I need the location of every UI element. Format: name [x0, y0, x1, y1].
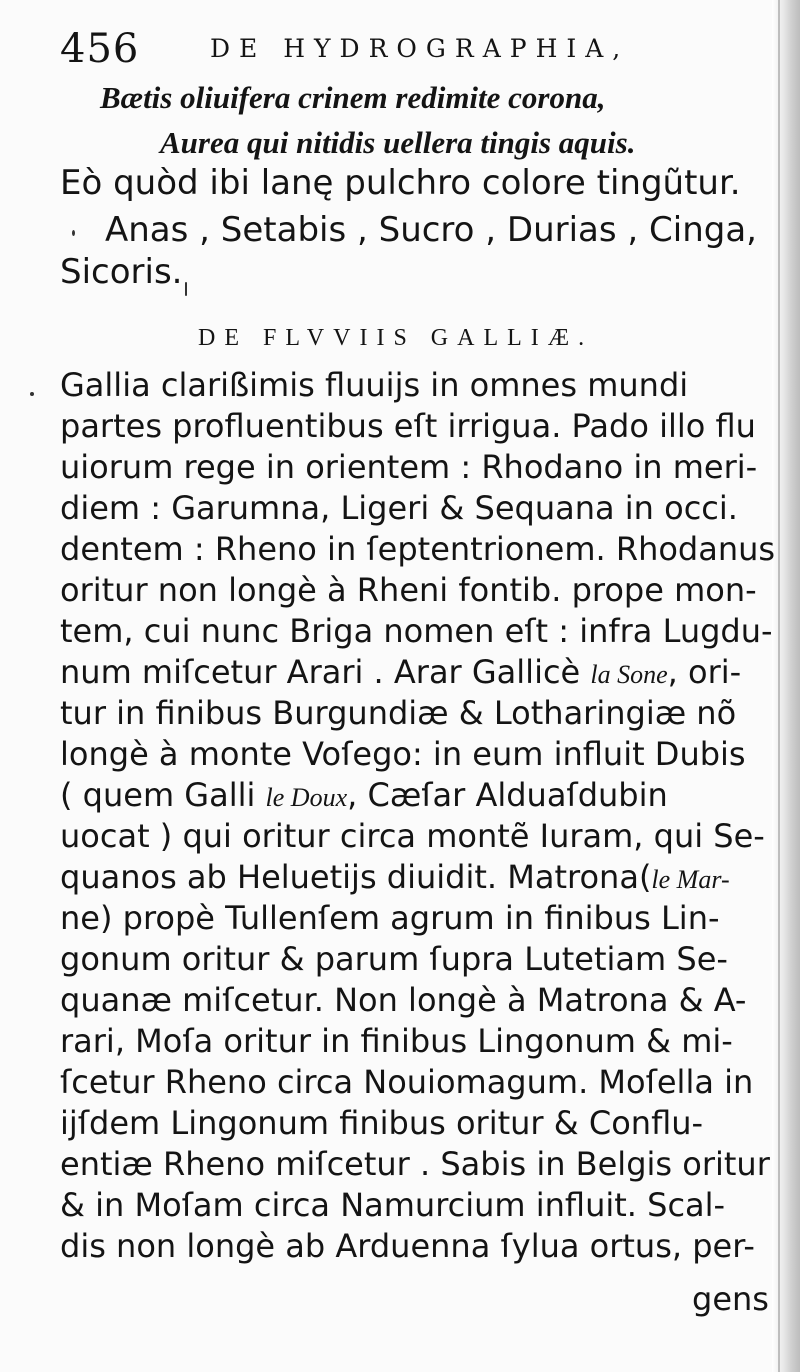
- paragraph-line-11-tail: , Cæſar Alduaſdubin: [347, 776, 668, 814]
- page-gutter-edge: [772, 0, 800, 1372]
- paragraph-line-12: uocat ) qui oritur circa montẽ Iuram, qui Se-: [60, 817, 765, 855]
- paragraph-line-13: [60, 858, 730, 896]
- paragraph-line-17: rari, Moſa oritur in finibus Lingonum & mi-: [60, 1022, 733, 1060]
- paragraph-line-13-text: quanos ab Heluetijs diuidit. Matrona(: [60, 858, 652, 896]
- intro-line-3: Sicoris.: [60, 252, 183, 292]
- verse-line-2: Aurea qui nitidis uellera tingis aquis.: [160, 125, 636, 160]
- paragraph-line-7: tem, cui nunc Briga nomen eſt : infra Lugdu-: [60, 612, 773, 650]
- paragraph-line-8-italic: la Sone: [590, 660, 668, 689]
- ink-speck: [72, 230, 75, 236]
- paragraph-line-15: gonum oritur & parum ſupra Lutetiam Se-: [60, 940, 728, 978]
- paragraph-line-5: dentem : Rheno in ſeptentrionem. Rhodanus: [60, 530, 776, 568]
- paragraph-line-18: ſcetur Rheno circa Nouiomagum. Moſella in: [60, 1063, 754, 1101]
- paragraph-line-11: [60, 776, 668, 814]
- intro-line-1: Eò quòd ibi lanę pulchro colore tingũtur.: [60, 163, 741, 203]
- paragraph-line-4: diem : Garumna, Ligeri & Sequana in occi.: [60, 489, 738, 527]
- running-head: DE HYDROGRAPHIA,: [210, 34, 630, 63]
- paragraph-line-10: longè à monte Voſego: in eum influit Dubis: [60, 735, 746, 773]
- paragraph-line-8-text: num miſcetur Arari . Arar Gallicè: [60, 653, 581, 691]
- intro-line-2: Anas , Setabis , Sucro , Durias , Cinga,: [105, 210, 757, 250]
- verse-line-1: Bætis oliuifera crinem redimite corona,: [100, 80, 606, 115]
- paragraph-line-3: uiorum rege in orientem : Rhodano in meri-: [60, 448, 758, 486]
- paragraph-line-8: [60, 653, 741, 691]
- paragraph-line-6: oritur non longè à Rheni fontib. prope mon-: [60, 571, 757, 609]
- paragraph-line-11-text: ( quem Galli: [60, 776, 256, 814]
- paragraph-line-9: tur in finibus Burgundiæ & Lotharingiæ nõ: [60, 694, 737, 732]
- paragraph-line-14: ne) propè Tullenſem agrum in finibus Lin-: [60, 899, 720, 937]
- paragraph-line-11-italic: le Doux: [265, 783, 348, 812]
- ink-speck: [30, 392, 34, 396]
- paragraph-line-13-italic: le Mar-: [651, 865, 730, 894]
- paragraph-line-8-tail: , ori-: [667, 653, 742, 691]
- page-number: 456: [60, 26, 140, 72]
- paragraph-line-22: dis non longè ab Arduenna ſylua ortus, per-: [60, 1227, 755, 1265]
- paragraph-line-16: quanæ miſcetur. Non longè à Matrona & A-: [60, 981, 747, 1019]
- catchword: gens: [692, 1280, 769, 1318]
- paragraph-line-2: partes profluentibus eſt irrigua. Pado illo flu: [60, 407, 756, 445]
- paragraph-line-21: & in Moſam circa Namurcium influit. Scal-: [60, 1186, 726, 1224]
- ink-speck: [185, 282, 187, 296]
- section-heading: DE FLVVIIS GALLIÆ.: [198, 325, 594, 351]
- paragraph-line-1: Gallia clarißimis fluuijs in omnes mundi: [60, 366, 689, 404]
- paragraph-line-19: ijſdem Lingonum finibus oritur & Conflu-: [60, 1104, 704, 1142]
- paragraph-line-20: entiæ Rheno miſcetur . Sabis in Belgis oritur: [60, 1145, 770, 1183]
